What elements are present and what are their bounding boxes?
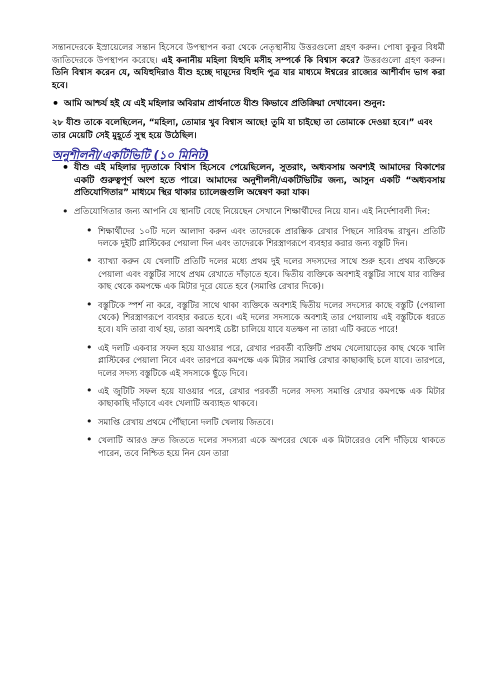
step-item: • এই জুটিটি সফল হয়ে যাওয়ার পরে, রেখার পরবর্তী দলের সদস্য সমাপ্তি রেখার কমপক্ষে এক মিটার কাছাকাছি দাঁড়াবে এবং খেলাটি অব্যাহত থাকবে। xyxy=(52,385,445,410)
activity-setup xyxy=(62,206,445,219)
intro-answer: তিনি বিশ্বাস করেন যে, অযিহুদিরাও যীশু হচ্ছে দায়ূদের যিহুদি পুত্র যার মাধ্যমে ঈশ্বরের রাজ্যের আশীর্বাদ ভাগ করা হবে। xyxy=(52,68,445,91)
step-item: • সমাপ্তি রেখায় প্রথমে পৌঁছানো দলটি খেলায় জিতবে। xyxy=(52,416,445,428)
step-item: • ব্যাখ্যা করুন যে খেলাটি প্রতিটি দলের মধ্যে প্রথম দুই দলের সদস্যদের সাথে শুরু হবে। প্রথম ব্যক্তিকে পেয়ালা এবং বস্তুটির সাথে প্রথম রেখাতে দাঁড়াতে হবে। দ্বিতীয় ব্যক্তিকে অবশ্যই বস্তুটির সাথে যার ব্যক্তির কাছ থেকে কমপক্ষে এক মিটার দূরে যেতে হবে (সমাপ্তি রেখার দিকে)। xyxy=(52,255,445,292)
activity-setup-text: প্রতিযোগিতার জন্য আপনি যে স্থানটি বেছে নিয়েছেন সেখানে শিক্ষার্থীদের নিয়ে যান। এই নির্দেশাবলী দিন: xyxy=(74,206,431,217)
step-item: • বস্তুটিকে স্পর্শ না করে, বস্তুটির সাথে থাকা ব্যক্তিকে অবশ্যই দ্বিতীয় দলের সদস্যের কাছে বস্তুটি (পেয়ালা থেকে) শিরস্ত্রাণরূপে ব্যবহার করতে হবে। এই দলের সদস্যকে অবশ্যই তার পেয়ালায় এই বস্তুটিকে ধরতে হবে। যদি তারা ব্যর্থ হয়, তারা অবশ্যই চেষ্টা চালিয়ে যাবে যতক্ষণ না তারা এটি করতে পারে! xyxy=(52,299,445,336)
question-text: আমি আশ্চর্য হই যে এই মহিলার অবিরাম প্রার্থনাতে যীশু কিভাবে প্রতিক্রিয়া দেখাবেন। শুনুন: xyxy=(64,99,386,110)
intro-mid: উত্তরগুলো গ্রহণ করুন। xyxy=(363,55,446,66)
question-bullet xyxy=(52,98,445,111)
step-item: • এই দলটি একবার সফল হয়ে যাওয়ার পরে, রেখার পরবর্তী ব্যক্তিটি প্রথম খেলোয়াড়ের কাছ থেকে খালি প্লাস্টিকের পেয়ালা নিবে এবং তারপরে কমপক্ষে এক মিটার সমাপ্তি রেখার কাছাকাছি চলে যাবে। তারপরে, দলের সদস্য বস্তুটিকে এই সদস্যকে ছুঁড়ে দিবে। xyxy=(52,342,445,379)
scripture-verse: ২৮ যীশু তাকে বলেছিলেন, “মহিলা, তোমার খুব বিশ্বাস আছে! তুমি যা চাইছো তা তোমাকে দেওয়া হবে।” এবং তার মেয়েটি সেই মুহূর্তে সুস্থ হয়ে উঠেছিল। xyxy=(52,117,433,141)
activity-heading: অনুশীলনী/একটিভিটি (১০ মিনিট) xyxy=(52,148,210,163)
step-item: • খেলাটি আরও দ্রুত জিততে দলের সদস্যরা একে অপরের থেকে এক মিটারেরও বেশি দাঁড়িয়ে থাকতে পারেন, তবে নিশ্চিত হয়ে নিন যেন তারা xyxy=(52,434,445,459)
intro-paragraph xyxy=(52,42,445,92)
step-item: • শিক্ষার্থীদের ১০টি দলে আলাদা করুন এবং তাদেরকে প্রারম্ভিক রেখার পিছনে সারিবদ্ধ রাখুন। প্রতিটি দলকে দুইটি প্লাস্টিকের পেয়ালা দিন এবং তাদেরকে শিরস্ত্রাণরূপে ব্যবহার করার জন্য বস্তুটি দিন। xyxy=(52,225,445,250)
activity-intro xyxy=(62,162,445,200)
intro-text: সন্তানদেরকে ইস্রায়েলের সন্তান হিসেবে উপস্থাপন করা থেকে নেতৃস্থানীয় উত্তরগুলো গ্রহণ করুন। পোষা কুকুর বিধর্মী জাতিদেরকে উপস্থাপন করেছে। xyxy=(52,43,445,66)
intro-question: এই কনানীয় মহিলা যিহুদি মসীহ সম্পর্কে কি বিশ্বাস করে? xyxy=(161,55,360,66)
activity-intro-text: যীশু এই মহিলার দৃঢ়তাকে বিশ্বাস হিসেবে পেয়েছিলেন, সুতরাং, অধ্যবসায় অবশ্যই আমাদের বিকাশের একটি গুরুত্বপূর্ণ অংশ হতে পারে। আমাদের অনুশীলনী/একটিভিটির জন্য, আসুন একটি “অধ্যবসায় প্রতিযোগিতার” মাধ্যমে স্থির থাকার চ্যালেঞ্জগুলি অন্বেষণ করা যাক। xyxy=(74,163,445,199)
